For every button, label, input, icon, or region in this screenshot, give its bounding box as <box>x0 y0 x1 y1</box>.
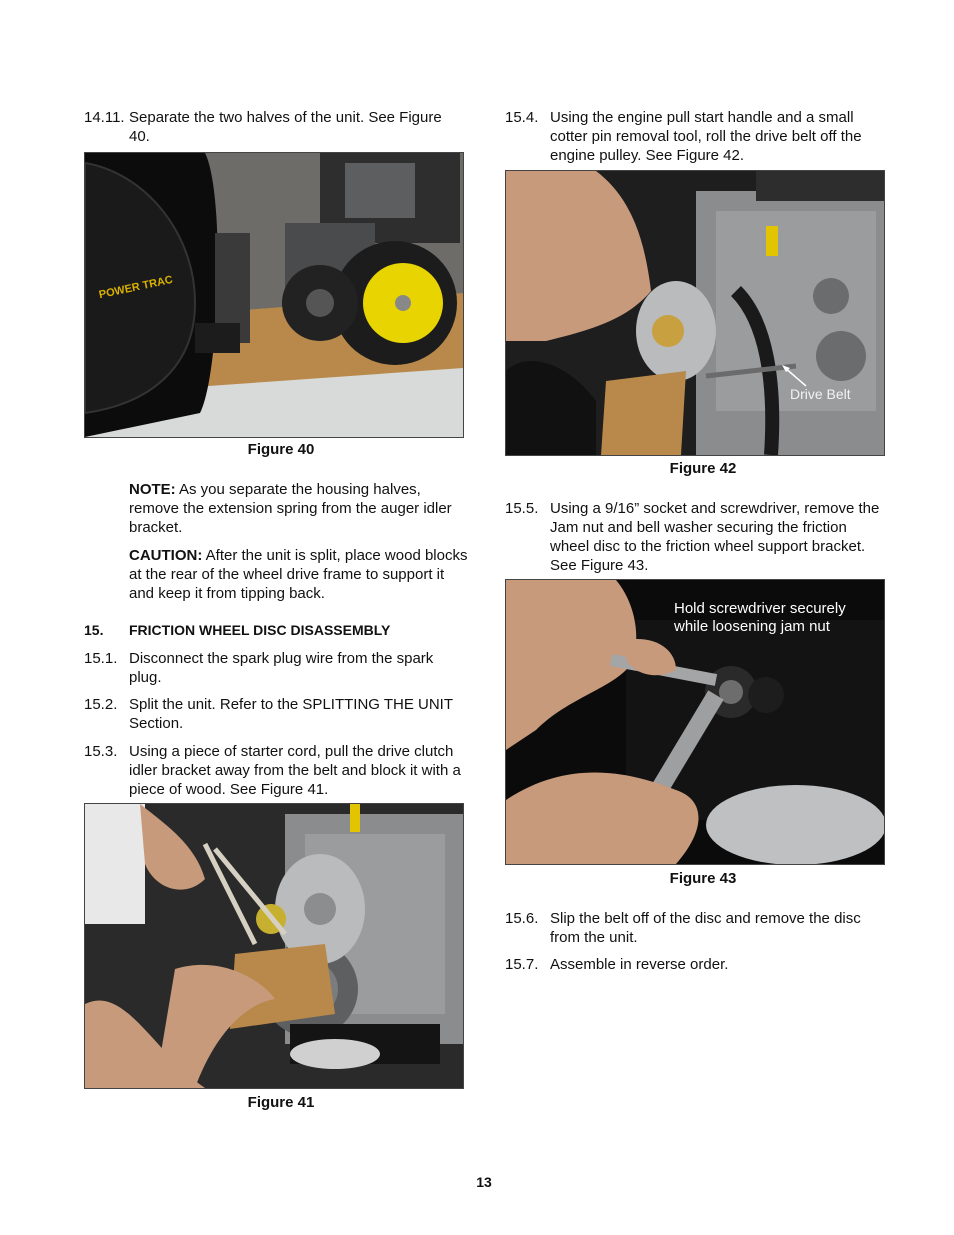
figure-40-photo <box>84 152 464 438</box>
figure-43-photo <box>505 579 885 865</box>
step-number: 15.2. <box>84 696 118 713</box>
figure-41-photo <box>84 803 464 1089</box>
note-text: As you separate the housing halves, remove the extension spring from the auger idler bracket. <box>129 481 452 536</box>
caution-text: After the unit is split, place wood blocks at the rear of the wheel drive frame to support it and keep it from tipping back. <box>129 547 468 602</box>
step-number: 15.4. <box>505 109 539 126</box>
step-number: 14.11. <box>84 109 125 126</box>
step-number: 15.6. <box>505 910 539 927</box>
section-number: 15. <box>84 622 104 638</box>
figure-43-caption: Figure 43 <box>669 870 737 887</box>
step-text: Disconnect the spark plug wire from the spark plug. <box>129 650 434 686</box>
step-text: Slip the belt off of the disc and remove the disc from the unit. <box>550 910 861 946</box>
step-text: Assemble in reverse order. <box>550 956 729 973</box>
caution-label: CAUTION: <box>129 547 203 564</box>
caution-paragraph <box>129 546 469 603</box>
step-number: 15.7. <box>505 956 539 973</box>
page-number: 13 <box>476 1174 492 1190</box>
step-number: 15.3. <box>84 743 118 760</box>
figure-42-image <box>506 171 884 455</box>
figure-42-photo <box>505 170 885 456</box>
step-text: Using a piece of starter cord, pull the drive clutch idler bracket away from the belt and block it with a piece of wood. See Figure 41. <box>129 743 461 798</box>
figure-41-image <box>85 804 463 1088</box>
figure-42-caption: Figure 42 <box>669 460 737 477</box>
section-title: FRICTION WHEEL DISC DISASSEMBLY <box>129 622 391 638</box>
power-trac-logo: POWER TRAC <box>97 273 174 302</box>
figure-43-annotation: Hold screwdriver securely while loosening jam nut <box>674 600 846 635</box>
drive-belt-label: Drive Belt <box>790 386 851 402</box>
step-number: 15.1. <box>84 650 118 667</box>
step-text: Separate the two halves of the unit. See Figure 40. <box>129 109 442 145</box>
figure-41-caption: Figure 41 <box>247 1094 315 1111</box>
note-paragraph <box>129 480 469 537</box>
step-text: Using a 9/16” socket and screwdriver, remove the Jam nut and bell washer securing the friction wheel disc to the friction wheel support bracket. See Figure 43. <box>550 500 880 574</box>
note-label: NOTE: <box>129 481 176 498</box>
figure-40-caption: Figure 40 <box>247 441 315 458</box>
step-number: 15.5. <box>505 500 539 517</box>
step-text: Split the unit. Refer to the SPLITTING THE UNIT Section. <box>129 696 453 732</box>
figure-40-image <box>85 153 463 437</box>
step-text: Using the engine pull start handle and a small cotter pin removal tool, roll the drive belt off the engine pulley. See Figure 42. <box>550 109 862 164</box>
